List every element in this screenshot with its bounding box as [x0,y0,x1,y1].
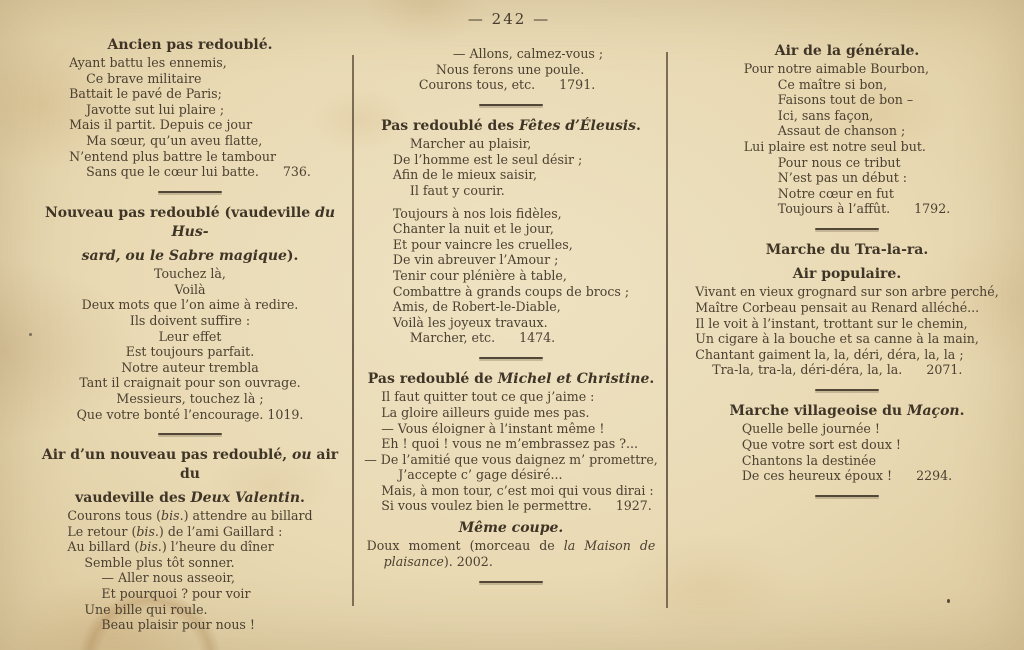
verse-block [32,266,348,422]
text-segment: Ici, sans façon, [777,107,874,123]
text-segment: Messieurs, touchez là ; [116,390,264,406]
text-segment: sard, ou le Sabre magique [81,248,287,265]
section-divider [158,191,222,193]
song-title [32,446,348,484]
verse-line [69,86,311,102]
text-segment: Ma sœur, qu’un aveu flatte, [86,132,263,148]
verse-wrap [679,61,1015,217]
text-segment: Deux Valentin [190,490,300,507]
text-segment: De ces heureux époux ! [741,468,893,484]
text-segment: . [959,403,965,420]
verse-line [364,498,658,514]
verse-wrap [679,284,1015,378]
verse-line [69,71,311,87]
text-segment: Ce maître si bon, [777,76,888,92]
verse-line [695,347,999,363]
verse-line [32,282,348,298]
verse-line [393,299,629,315]
verse-line [32,344,348,360]
verse-line [69,102,311,118]
song-section [679,402,1015,497]
verse-wrap [364,46,658,93]
verse-line [393,167,629,183]
text-segment: Ils doivent suffire : [129,312,251,328]
text-segment: Marche villageoise du [729,403,907,420]
verse-line [393,152,629,168]
verse-line [393,221,629,237]
song-title [32,489,348,508]
text-segment: Tant il craignait pour son ouvrage. [79,375,301,391]
verse-line [695,316,999,332]
verse-line [393,252,629,268]
verse-wrap [364,538,658,570]
verse-line [32,329,348,345]
text-segment: Fêtes d’Éleusis [519,118,637,135]
text-segment: N’est pas un début : [777,170,908,186]
verse-line [69,164,311,180]
verse-wrap [32,266,348,422]
text-segment: Faisons tout de bon – [777,92,914,108]
verse-wrap [364,389,658,514]
text-segment: Un cigare à la bouche et sa canne à la main, [695,331,979,347]
text-segment: Mais, à mon tour, c’est moi qui vous dirai : [381,482,654,498]
verse-line [393,206,629,222]
text-segment: Mais il partit. Depuis ce jour [69,117,253,133]
song-section [364,46,658,106]
verse-line [744,139,950,155]
verse-line [393,268,629,284]
song-section [364,519,658,583]
text-segment: Chanter la nuit et le jour, [392,221,554,237]
song-title [32,204,348,242]
verse-line [393,183,629,199]
text-segment: Nous ferons une poule. [435,61,585,77]
text-segment: Vivant en vieux grognard sur son arbre perché, [695,284,999,300]
verse-line [393,237,629,253]
text-segment: Pas redoublé de [367,371,498,388]
text-segment: Air de la générale. [774,43,920,59]
section-divider [815,389,879,391]
verse-line [364,436,658,452]
song-section [364,117,658,359]
column-rule-left [352,55,354,606]
verse-line [364,421,658,437]
text-segment: Ancien pas redoublé. [107,37,273,53]
text-segment: Et pourquoi ? pour voir [101,586,251,602]
verse-block [67,508,312,633]
text-segment: Beau plaisir pour nous ! [101,617,255,633]
verse-line [67,539,312,555]
column-middle [364,46,658,594]
text-segment: air du [180,447,339,483]
song-title [364,117,658,136]
text-segment: Touchez là, [154,266,226,282]
text-segment: Doux moment (morceau de [366,538,564,554]
verse-line [393,330,629,346]
text-segment: Tra-la, tra-la, déri-déra, la, la. [712,362,903,378]
text-segment: Amis, de Robert-le-Diable, [392,299,561,315]
ink-speck [947,599,950,603]
verse-line [695,362,999,378]
text-segment: — De l’amitié que vous daignez m’ promettre, [364,451,658,467]
verse-line [67,508,312,524]
verse-line [67,586,312,602]
text-segment: Afin de le mieux saisir, [392,167,538,183]
text-segment: — Vous éloigner à l’instant même ! [381,420,605,436]
text-segment: vaudeville des [75,490,191,507]
verse-line [32,297,348,313]
text-segment: Deux mots que l’on aime à redire. [81,297,299,313]
verse-line [695,331,999,347]
text-segment: Même coupe. [458,520,564,537]
verse-block [364,389,658,514]
text-segment: ) l’heure du dîner [161,539,274,555]
verse-line [695,300,999,316]
verse-line [393,136,629,152]
verse-line [367,538,656,554]
text-segment: bis. [136,523,159,539]
verse-line [32,375,348,391]
verse-line [695,284,999,300]
section-divider [479,581,543,583]
text-segment: Lui plaire est notre seul but. [743,138,926,154]
verse-wrap [32,55,348,180]
verse-line [744,61,950,77]
section-divider [158,433,222,435]
text-segment: Chantant gaiment la, la, déri, déra, la, la ; [695,346,964,362]
song-section [32,204,348,435]
song-title [679,42,1015,61]
text-segment: De vin abreuver l’Amour ; [392,252,559,268]
tune-number: 1474. [519,330,556,346]
text-segment: bis. [161,508,184,524]
verse-wrap [32,508,348,633]
verse-block [393,136,629,346]
text-segment: Pour nous ce tribut [777,154,901,170]
text-segment: J’accepte c’ gage désiré... [398,467,563,483]
verse-line [364,389,658,405]
verse-line [69,149,311,165]
text-segment: Il faut quitter tout ce que j’aime : [381,389,595,405]
verse-wrap [679,421,1015,484]
text-segment: Chantons la destinée [741,452,877,468]
text-segment: Marcher au plaisir, [409,136,532,152]
text-segment: ). [286,248,299,265]
verse-line [744,123,950,139]
text-segment: La gloire ailleurs guide mes pas. [381,404,590,420]
text-segment: Il le voit à l’instant, trottant sur le chemin, [695,315,968,331]
text-segment: — Aller nous asseoir, [101,570,236,586]
verse-line [67,555,312,571]
text-segment: ). 2002. [443,554,493,570]
text-segment: Toujours à l’affût. [777,201,891,217]
verse-line [69,117,311,133]
verse-line [742,468,952,484]
text-segment: ) de l’ami Gaillard : [158,523,283,539]
text-segment: Leur effet [158,328,222,344]
text-segment: Semble plus tôt sonner. [84,554,235,570]
text-segment: Et pour vaincre les cruelles, [392,236,573,252]
text-segment: . [300,490,305,507]
song-section [679,42,1015,230]
verse-line [742,437,952,453]
verse-line [69,55,311,71]
verse-block [742,421,952,483]
verse-line [364,405,658,421]
text-segment: du Hus- [171,205,336,241]
text-segment: Javotte sut lui plaire ; [86,101,225,117]
verse-line [67,617,312,633]
text-segment: . [636,118,641,135]
verse-line [32,313,348,329]
verse-line [744,92,950,108]
verse-line [67,524,312,540]
section-divider [479,104,543,106]
verse-block [69,55,311,180]
verse-block [695,284,999,378]
tune-number: 2294. [916,468,953,484]
verse-block [744,61,950,217]
verse-line [744,155,950,171]
text-segment: Courons tous, etc. [418,77,536,93]
song-title [679,402,1015,421]
verse-line [419,77,603,93]
text-segment: Marcher, etc. [409,330,496,346]
text-segment: Courons tous ( [67,508,162,524]
verse-line [67,570,312,586]
verse-line [744,170,950,186]
text-segment: Nouveau pas redoublé (vaudeville [44,205,316,222]
song-title [364,519,658,538]
text-segment: Voilà [174,281,206,297]
text-segment: Ce brave militaire [86,70,202,86]
section-divider [815,495,879,497]
text-segment: Battait le pavé de Paris; [69,86,222,102]
tune-number: 736. [282,164,311,180]
text-segment: Si vous voulez bien le permettre. [381,498,592,514]
text-segment: Quelle belle journée ! [741,421,880,437]
column-right [679,42,1015,508]
ink-speck [29,333,32,336]
text-segment: Notre auteur trembla [121,359,259,375]
verse-line [69,133,311,149]
text-segment: N’entend plus battre le tambour [69,148,276,164]
song-title [32,36,348,55]
text-segment: plaisance [383,554,444,570]
tune-number: 1792. [914,201,951,217]
text-segment: Voilà les joyeux travaux. [392,314,548,330]
song-section [364,370,658,514]
text-segment: Pour notre aimable Bourbon, [743,61,929,76]
text-segment: Notre cœur en fut [777,185,894,201]
verse-line [742,453,952,469]
verse-line [367,554,656,570]
text-segment: Maître Corbeau pensait au Renard alléché... [695,299,980,315]
verse-line [744,108,950,124]
song-section [32,446,348,633]
tune-number: 1927. [615,498,652,514]
text-segment: Est toujours parfait. [125,344,255,360]
text-segment: Au billard ( [67,539,140,555]
verse-line [744,201,950,217]
verse-line [32,391,348,407]
verse-line [364,467,658,483]
text-segment: bis. [139,539,162,555]
text-segment: — Allons, calmez-vous ; [452,46,604,61]
text-segment: Sans que le cœur lui batte. [86,164,259,180]
text-segment: Air populaire. [792,266,902,283]
section-divider [815,228,879,230]
song-title [32,247,348,266]
verse-line [742,421,952,437]
text-segment: Toujours à nos lois fidèles, [392,205,562,221]
verse-line [67,602,312,618]
verse-line [744,77,950,93]
text-segment: Tenir cour plénière à table, [392,267,567,283]
verse-line [364,483,658,499]
text-segment: Il faut y courir. [409,182,505,198]
verse-line [32,407,348,423]
column-rule-right [666,52,668,608]
tune-number: 1791. [559,77,596,93]
song-title [679,265,1015,284]
verse-block [367,538,656,569]
text-segment: ) attendre au billard [183,508,313,524]
tune-number: 2071. [926,362,963,378]
text-segment: Pas redoublé des [381,118,519,135]
section-divider [479,357,543,359]
column-left [32,36,348,638]
verse-line [419,62,603,78]
page-number: — 242 — [467,10,551,28]
verse-line [393,284,629,300]
text-segment: De l’homme est le seul désir ; [392,151,583,167]
song-title [679,241,1015,260]
song-section [679,241,1015,391]
song-section [32,36,348,193]
text-segment: Une bille qui roule. [84,601,208,617]
text-segment: . [649,371,655,388]
text-segment: Michel et Christine [497,371,650,388]
song-title [364,370,658,389]
verse-line [744,186,950,202]
text-segment: Le retour ( [67,523,137,539]
text-segment: la Maison de [563,538,656,554]
text-segment: Eh ! quoi ! vous ne m’embrassez pas ?... [381,436,639,452]
text-segment: Maçon [906,403,960,420]
text-segment: ou [291,447,312,464]
text-segment: Assaut de chanson ; [777,123,906,139]
text-segment: Que votre bonté l’encourage. 1019. [76,406,304,422]
verse-line [419,46,603,62]
text-segment: Combattre à grands coups de brocs ; [392,283,630,299]
verse-line [32,360,348,376]
text-segment: Air d’un nouveau pas redoublé, [41,447,292,464]
text-segment: Ayant battu les ennemis, [69,55,227,70]
verse-wrap [364,136,658,346]
text-segment: Que votre sort est doux ! [741,436,901,452]
verse-block [419,46,603,93]
verse-line [32,266,348,282]
verse-line [393,315,629,331]
text-segment: Marche du Tra-la-ra. [765,242,929,259]
verse-line [364,452,658,468]
